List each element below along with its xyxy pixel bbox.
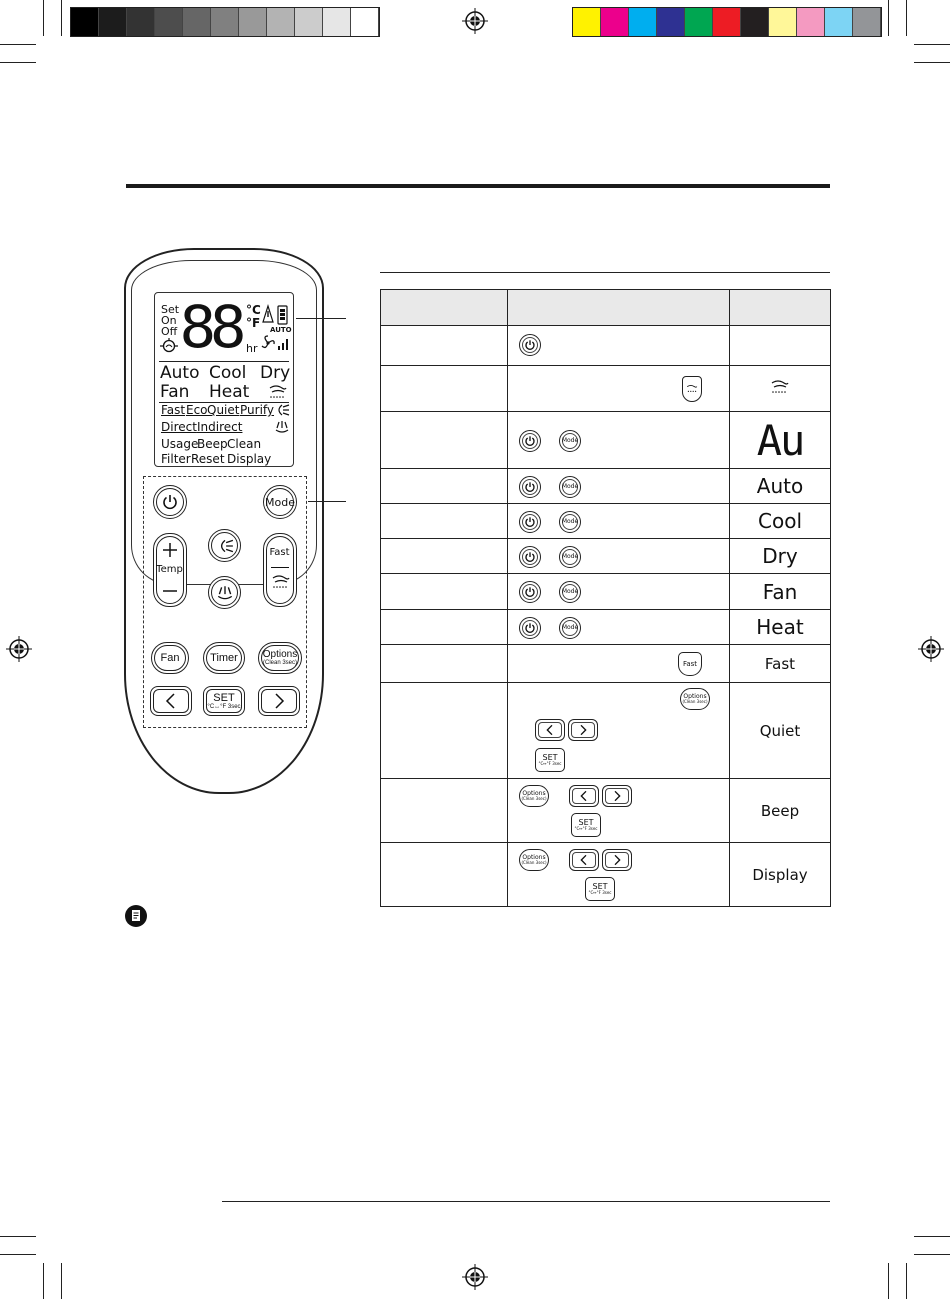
table-row <box>381 843 831 907</box>
right-button-icon <box>602 785 632 807</box>
crop-mark <box>0 1236 36 1237</box>
lcd-off-label: Off <box>161 325 178 338</box>
table-display-cell: Quiet <box>730 683 831 779</box>
color-swatch <box>183 8 211 36</box>
options-button-sublabel: (Clean 3sec) <box>262 660 297 666</box>
table-row <box>381 366 831 412</box>
table-display-cell <box>730 366 831 412</box>
power-button[interactable] <box>153 485 187 519</box>
power-mode-icons <box>508 574 730 610</box>
table-row <box>381 326 831 366</box>
color-swatch <box>239 8 267 36</box>
crop-mark <box>888 0 889 36</box>
mode-icon: Mode <box>559 546 581 568</box>
mode-display-table <box>380 289 831 907</box>
windfree-button-icon <box>682 376 702 402</box>
lcd-mode-dry: Dry <box>260 363 291 383</box>
color-swatch <box>295 8 323 36</box>
table-display-cell: Au <box>730 412 831 469</box>
lcd-mode-cool: Cool <box>209 363 247 383</box>
table-row <box>381 683 831 779</box>
power-icon <box>519 511 541 533</box>
crop-mark <box>61 0 62 36</box>
lcd-opt-clean: Clean <box>227 437 262 451</box>
lcd-opt-direct: Direct <box>161 420 197 434</box>
minus-icon <box>161 584 179 598</box>
header-rule <box>126 184 830 188</box>
color-swatch <box>769 8 797 36</box>
crop-mark <box>914 62 950 63</box>
lcd-on-label: On <box>161 314 177 327</box>
indirect-wind-icon <box>216 585 234 601</box>
fast-label: Fast <box>269 547 290 558</box>
fast-button-icon: Fast <box>678 652 702 676</box>
color-swatch <box>127 8 155 36</box>
fan-button[interactable] <box>151 642 189 674</box>
left-button-icon <box>569 849 599 871</box>
table-row <box>381 779 831 843</box>
crop-mark <box>906 1263 907 1299</box>
power-icon <box>519 581 541 603</box>
lcd-mode-heat: Heat <box>209 382 250 402</box>
fast-windfree-button[interactable] <box>263 533 297 607</box>
color-swatch <box>741 8 769 36</box>
table-display-cell: Auto <box>730 469 831 504</box>
color-swatch <box>71 8 99 36</box>
table-display-cell: Dry <box>730 539 831 574</box>
crop-mark <box>0 62 36 63</box>
crop-mark <box>61 1263 62 1299</box>
lcd-opt-indirect: Indirect <box>197 420 243 434</box>
table-row <box>381 539 831 574</box>
lcd-mode-fan: Fan <box>160 382 190 402</box>
left-button[interactable] <box>150 686 192 716</box>
lcd-celsius: °C <box>246 303 261 317</box>
footer-rule <box>222 1201 830 1202</box>
temp-button[interactable] <box>153 533 187 607</box>
power-mode-icons <box>508 610 730 645</box>
table-display-cell: Display <box>730 843 831 907</box>
lcd-segment-digits: 88 <box>179 293 241 361</box>
color-swatch <box>351 8 379 36</box>
crop-mark <box>0 1254 36 1255</box>
power-icon <box>519 617 541 639</box>
lcd-hr: hr <box>246 342 258 355</box>
lcd-opt-fast: Fast <box>161 403 186 417</box>
color-swatch <box>825 8 853 36</box>
power-mode-icons <box>508 539 730 574</box>
crop-mark <box>43 0 44 36</box>
table-display-cell: Fan <box>730 574 831 610</box>
registration-mark-icon <box>462 8 488 34</box>
temp-label: Temp <box>156 564 183 575</box>
fan-button-label: Fan <box>160 652 180 664</box>
lcd-opt-eco: Eco <box>186 403 208 417</box>
windfree-icon <box>768 379 792 395</box>
power-icon <box>519 476 541 498</box>
indirect-wind-button[interactable] <box>208 576 241 609</box>
set-button[interactable] <box>203 686 245 716</box>
color-swatch <box>713 8 741 36</box>
color-swatch <box>99 8 127 36</box>
power-mode-icons <box>508 469 730 504</box>
left-button-icon <box>569 785 599 807</box>
color-swatch <box>267 8 295 36</box>
timer-button-label: Timer <box>210 652 238 664</box>
filter-battery-icon <box>261 302 291 326</box>
table-display-cell: Beep <box>730 779 831 843</box>
note-icon <box>125 905 147 927</box>
plus-icon <box>161 541 179 559</box>
table-display-cell: Fast <box>730 645 831 683</box>
lcd-opt-filter: Filter <box>161 452 191 466</box>
registration-mark-icon <box>462 1264 488 1290</box>
lcd-set-label: Set <box>161 303 180 316</box>
crop-mark <box>906 0 907 36</box>
crop-mark <box>914 1236 950 1237</box>
set-button-icon: SET °C↔°F 3sec <box>571 813 601 837</box>
crop-mark <box>0 44 36 45</box>
lcd-opt-reset: Reset <box>191 452 225 466</box>
table-row <box>381 574 831 610</box>
lcd-opt-purify: Purify <box>240 403 275 417</box>
table-row <box>381 412 831 469</box>
lcd-opt-display: Display <box>227 452 272 466</box>
lcd-auto-badge: AUTO <box>270 326 292 334</box>
power-icon <box>519 334 541 356</box>
options-button-icon: Options (Clean 3sec) <box>519 849 549 871</box>
lcd-opt-quiet: Quiet <box>207 403 240 417</box>
power-icon <box>519 546 541 568</box>
grayscale-bar <box>70 7 380 37</box>
chevron-left-icon <box>165 693 177 709</box>
lcd-opt-beep: Beep <box>197 437 228 451</box>
table-display-cell: Heat <box>730 610 831 645</box>
section-rule <box>380 272 830 273</box>
options-button-icon: Options (Clean 3sec) <box>519 785 549 807</box>
lcd-mode-auto: Auto <box>160 363 200 383</box>
set-button-icon: SET °C↔°F 3sec <box>585 877 615 901</box>
table-row <box>381 504 831 539</box>
table-display-cell: Cool <box>730 504 831 539</box>
right-button-icon <box>568 719 598 741</box>
set-button-label: SET <box>213 691 235 704</box>
power-icon <box>161 493 179 511</box>
table-row <box>381 645 831 683</box>
crop-mark <box>43 1263 44 1299</box>
left-button-icon <box>535 719 565 741</box>
mode-icon: Mode <box>559 581 581 603</box>
lcd-opt-usage: Usage <box>161 437 199 451</box>
crop-mark <box>914 1254 950 1255</box>
lcd-divider <box>159 361 289 362</box>
table-header-row <box>381 290 831 326</box>
color-swatch <box>685 8 713 36</box>
color-swatch <box>323 8 351 36</box>
windfree-icon <box>271 574 291 590</box>
chevron-right-icon <box>273 693 285 709</box>
color-swatch <box>573 8 601 36</box>
direct-wind-button[interactable] <box>208 529 241 562</box>
options-button-icon: Options (Clean 3sec) <box>680 688 710 710</box>
crop-mark <box>888 1263 889 1299</box>
mode-button-label: Mode <box>265 495 295 509</box>
color-swatch <box>211 8 239 36</box>
power-mode-icons <box>508 504 730 539</box>
fan-speed-icon <box>260 334 292 352</box>
table-row <box>381 610 831 645</box>
mode-icon: Mode <box>559 617 581 639</box>
direct-wind-icon <box>274 403 290 417</box>
color-swatch <box>797 8 825 36</box>
mode-icon: Mode <box>559 430 581 452</box>
registration-mark-icon <box>918 636 944 662</box>
color-swatch <box>155 8 183 36</box>
callout-line-display <box>296 318 346 319</box>
windfree-icon <box>268 384 288 400</box>
table-row <box>381 469 831 504</box>
callout-line-buttons <box>308 501 346 502</box>
right-button[interactable] <box>258 686 300 716</box>
sleep-icon <box>160 338 178 354</box>
color-swatch <box>853 8 881 36</box>
color-swatch <box>601 8 629 36</box>
set-button-sublabel: °C↔°F 3sec <box>207 703 241 710</box>
mode-button[interactable] <box>263 485 297 519</box>
options-button[interactable] <box>258 642 302 674</box>
mode-icon: Mode <box>559 511 581 533</box>
indirect-wind-icon <box>274 420 290 434</box>
set-button-icon: SET °C↔°F 3sec <box>535 748 565 772</box>
color-swatch <box>657 8 685 36</box>
registration-mark-icon <box>6 636 32 662</box>
right-button-icon <box>602 849 632 871</box>
crop-mark <box>914 44 950 45</box>
table-display-cell <box>730 326 831 366</box>
power-mode-icons <box>508 412 730 469</box>
color-bar <box>572 7 882 37</box>
power-icon <box>519 430 541 452</box>
direct-wind-icon <box>216 538 234 554</box>
color-swatch <box>629 8 657 36</box>
options-button-label: Options <box>262 649 298 660</box>
mode-icon: Mode <box>559 476 581 498</box>
lcd-fahrenheit: °F <box>246 316 261 330</box>
timer-button[interactable] <box>203 642 245 674</box>
